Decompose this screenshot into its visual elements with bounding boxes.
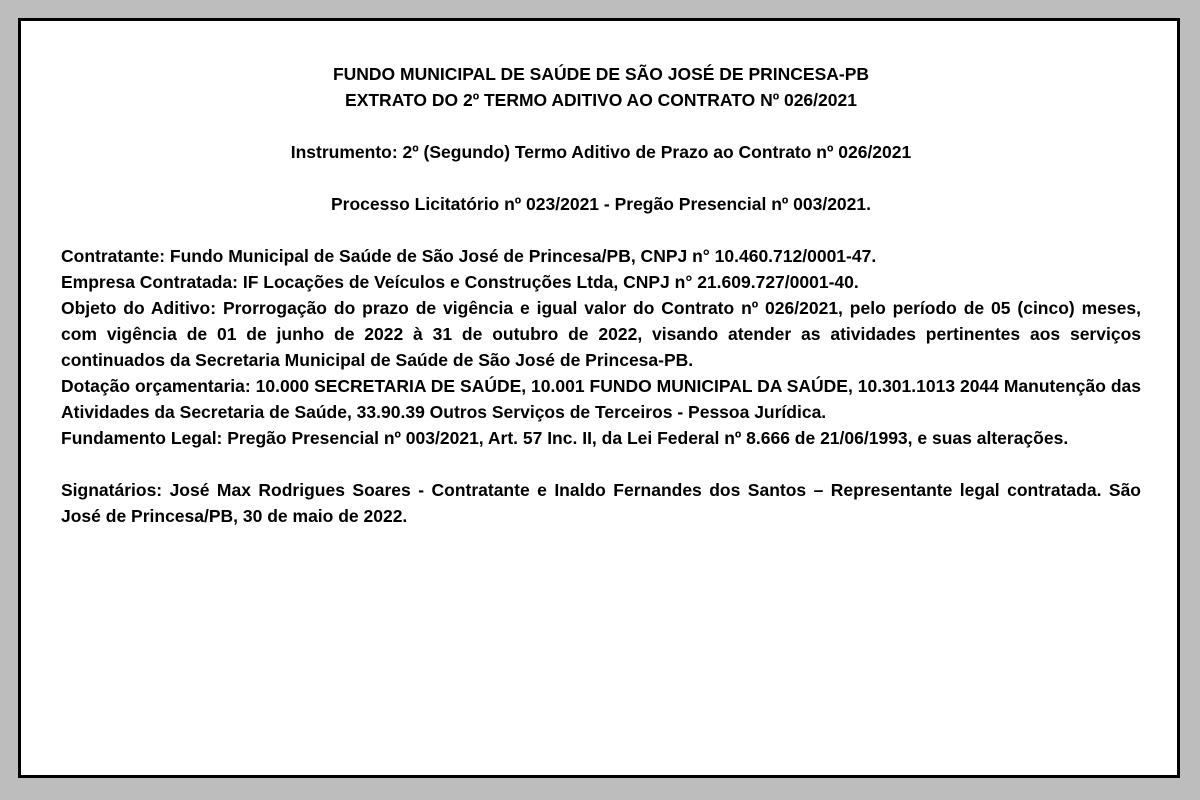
document-frame	[18, 18, 1180, 778]
spacer	[61, 165, 1141, 191]
document-content	[61, 61, 1141, 529]
empresa-paragraph: Empresa Contratada: IF Locações de Veículos e Construções Ltda, CNPJ n° 21.609.727/0001-40.	[61, 272, 859, 292]
objeto-paragraph: Objeto do Aditivo: Prorrogação do prazo de vigência e igual valor do Contrato nº 026/2021, pelo período de 05 (cinco) meses, com vigência de 01 de junho de 2022 à 31 de outubro de 2022, visando atender as atividades pertinentes aos serviços continuados da Secretaria Municipal de Saúde de São José de Princesa-PB.	[61, 298, 1141, 370]
spacer	[61, 217, 1141, 243]
header-title: FUNDO MUNICIPAL DE SAÚDE DE SÃO JOSÉ DE PRINCESA-PB	[332, 64, 870, 84]
contratante-paragraph: Contratante: Fundo Municipal de Saúde de São José de Princesa/PB, CNPJ n° 10.460.712/0001-47.	[61, 246, 877, 266]
fundamento-paragraph: Fundamento Legal: Pregão Presencial nº 003/2021, Art. 57 Inc. II, da Lei Federal nº 8.666 de 21/06/1993, e suas alterações.	[61, 428, 1069, 448]
spacer	[61, 113, 1141, 139]
header-subtitle: EXTRATO DO 2º TERMO ADITIVO AO CONTRATO Nº 026/2021	[345, 90, 857, 110]
signatarios-paragraph: Signatários: José Max Rodrigues Soares - Contratante e Inaldo Fernandes dos Santos – Representante legal contratada. São José de Princesa/PB, 30 de maio de 2022.	[61, 480, 1141, 526]
dotacao-paragraph: Dotação orçamentaria: 10.000 SECRETARIA DE SAÚDE, 10.001 FUNDO MUNICIPAL DA SAÚDE, 10.301.1013 2044 Manutenção das Atividades da Secretaria de Saúde, 33.90.39 Outros Serviços de Terceiros - Pessoa Jurídica.	[61, 376, 1141, 422]
processo-line: Processo Licitatório nº 023/2021 - Pregão Presencial nº 003/2021.	[331, 194, 871, 214]
spacer	[61, 451, 1141, 477]
instrumento-line: Instrumento: 2º (Segundo) Termo Aditivo de Prazo ao Contrato nº 026/2021	[290, 142, 912, 162]
